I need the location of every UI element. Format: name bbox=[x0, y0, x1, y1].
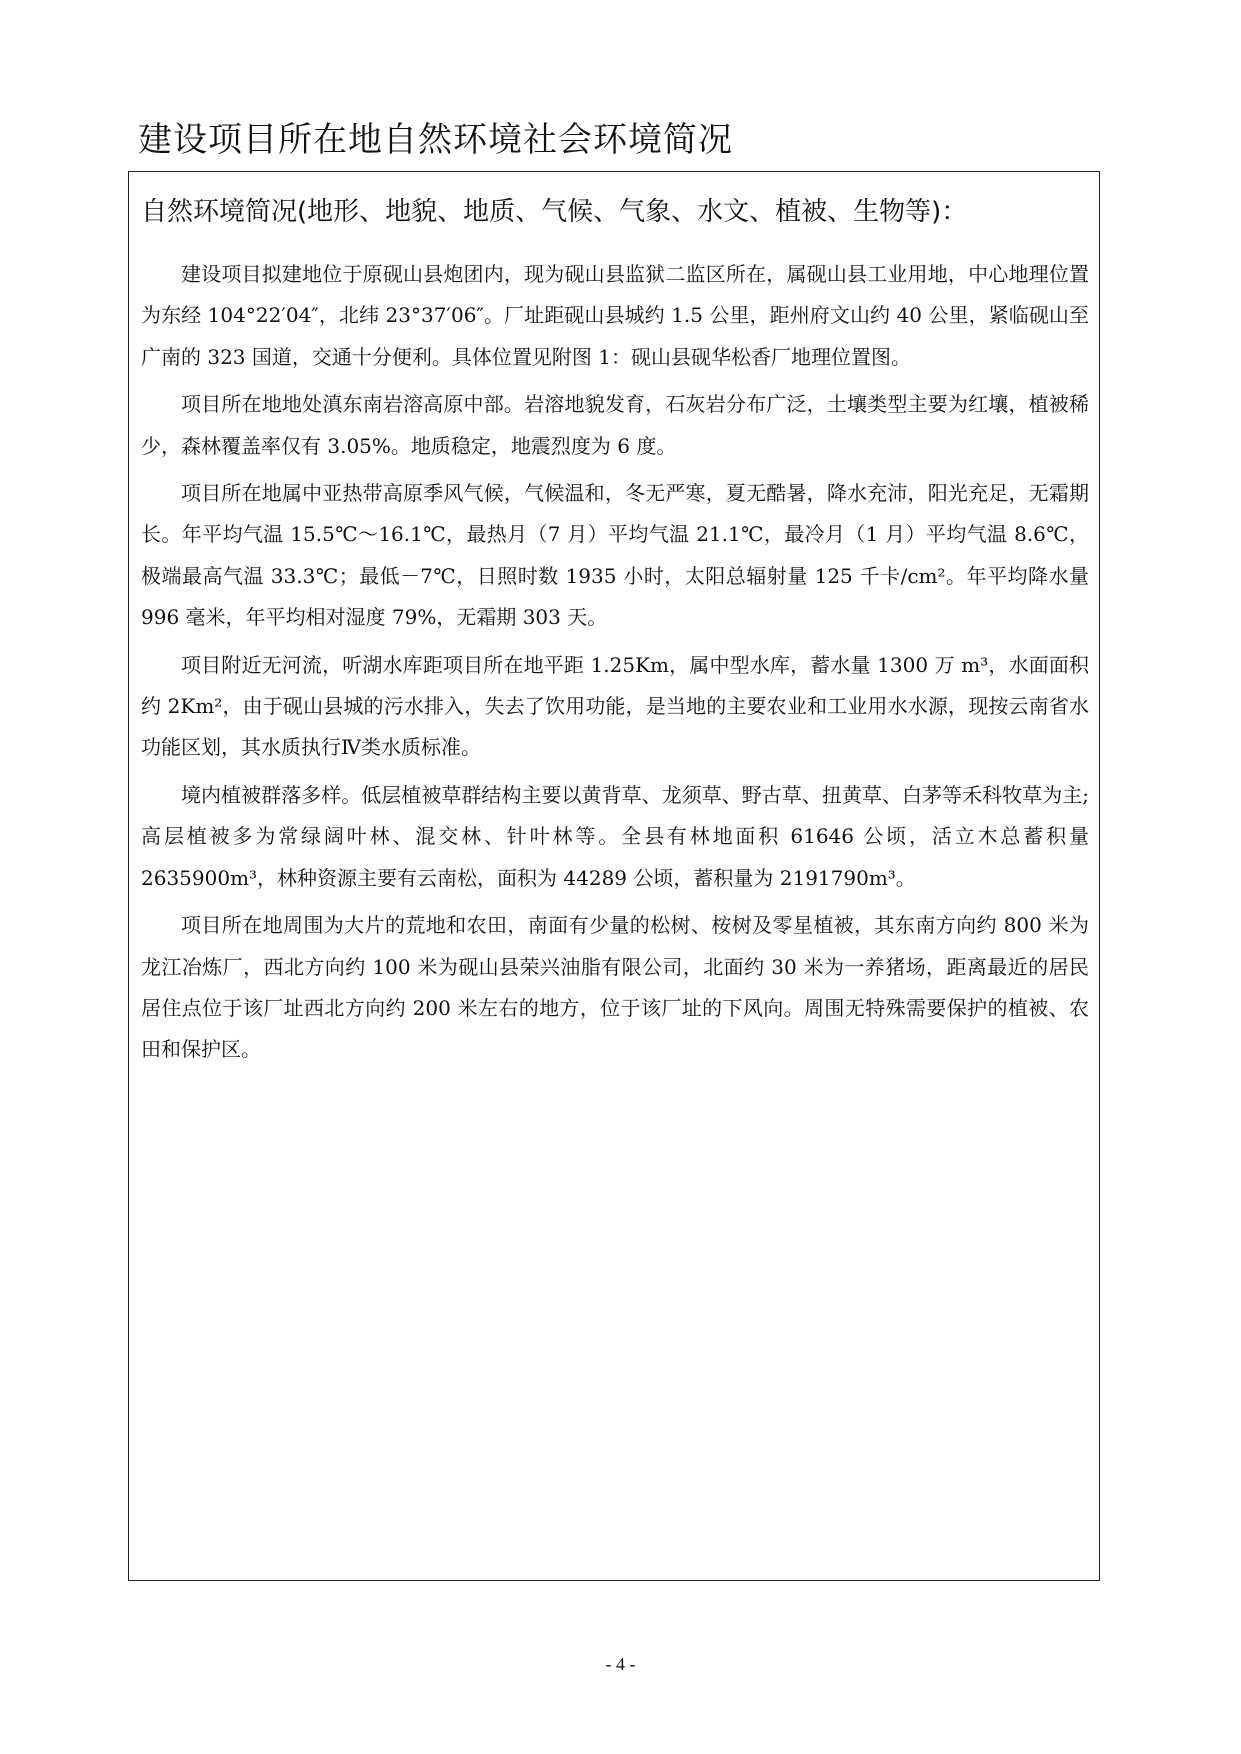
paragraph-location: 建设项目拟建地位于原砚山县炮团内，现为砚山县监狱二监区所在，属砚山县工业用地，中心地理位置为东经 104°22′04″，北纬 23°37′06″。厂址距砚山县城约 1.5 公里，距州府文山约 40 公里，紧临砚山至广南的 323 国道，交通十分便利。具体位置见附图 1：砚山县砚华松香厂地理位置图。 bbox=[141, 262, 1089, 369]
page-number: - 4 - bbox=[605, 1654, 636, 1674]
paragraph-hydrology: 项目附近无河流，听湖水库距项目所在地平距 1.25Km，属中型水库，蓄水量 1300 万 m³，水面面积约 2Km²，由于砚山县城的污水排入，失去了饮用功能，是当地的主要农业和工业用水水源，现按云南省水功能区划，其水质执行Ⅳ类水质标准。 bbox=[141, 652, 1089, 760]
paragraph-list bbox=[141, 254, 1089, 1077]
section-heading: 自然环境简况(地形、地貌、地质、气候、气象、水文、植被、生物等)： bbox=[141, 197, 968, 227]
paragraph-terrain: 项目所在地地处滇东南岩溶高原中部。岩溶地貌发育，石灰岩分布广泛，土壤类型主要为红壤，植被稀少，森林覆盖率仅有 3.05%。地质稳定，地震烈度为 6 度。 bbox=[141, 392, 1089, 458]
natural-environment-box bbox=[128, 171, 1100, 1581]
paragraph-climate: 项目所在地属中亚热带高原季风气候，气候温和，冬无严寒，夏无酷暑，降水充沛，阳光充足，无霜期长。年平均气温 15.5℃～16.1℃，最热月（7 月）平均气温 21.1℃，最冷月（1 月）平均气温 8.6℃，极端最高气温 33.3℃；最低－7℃，日照时数 1935 小时，太阳总辐射量 125 千卡/cm²。年平均降水量 996 毫米，年平均相对湿度 79%，无霜期 303 天。 bbox=[141, 481, 1089, 630]
paragraph-surroundings: 项目所在地周围为大片的荒地和农田，南面有少量的松树、桉树及零星植被，其东南方向约 800 米为龙江冶炼厂，西北方向约 100 米为砚山县荣兴油脂有限公司，北面约 30 米为一养猪场，距离最近的居民居住点位于该厂址西北方向约 200 米左右的地方，位于该厂址的下风向。周围无特殊需要保护的植被、农田和保护区。 bbox=[141, 913, 1089, 1062]
paragraph-vegetation: 境内植被群落多样。低层植被草群结构主要以黄背草、龙须草、野古草、扭黄草、白茅等禾科牧草为主; 高层植被多为常绿阔叶林、混交林、针叶林等。全县有林地面积 61646 公顷，活立木总蓄积量 2635900m³，林种资源主要有云南松，面积为 44289 公顷，蓄积量为 2191790m³。 bbox=[141, 782, 1089, 890]
page-title: 建设项目所在地自然环境社会环境简况 bbox=[138, 120, 733, 160]
